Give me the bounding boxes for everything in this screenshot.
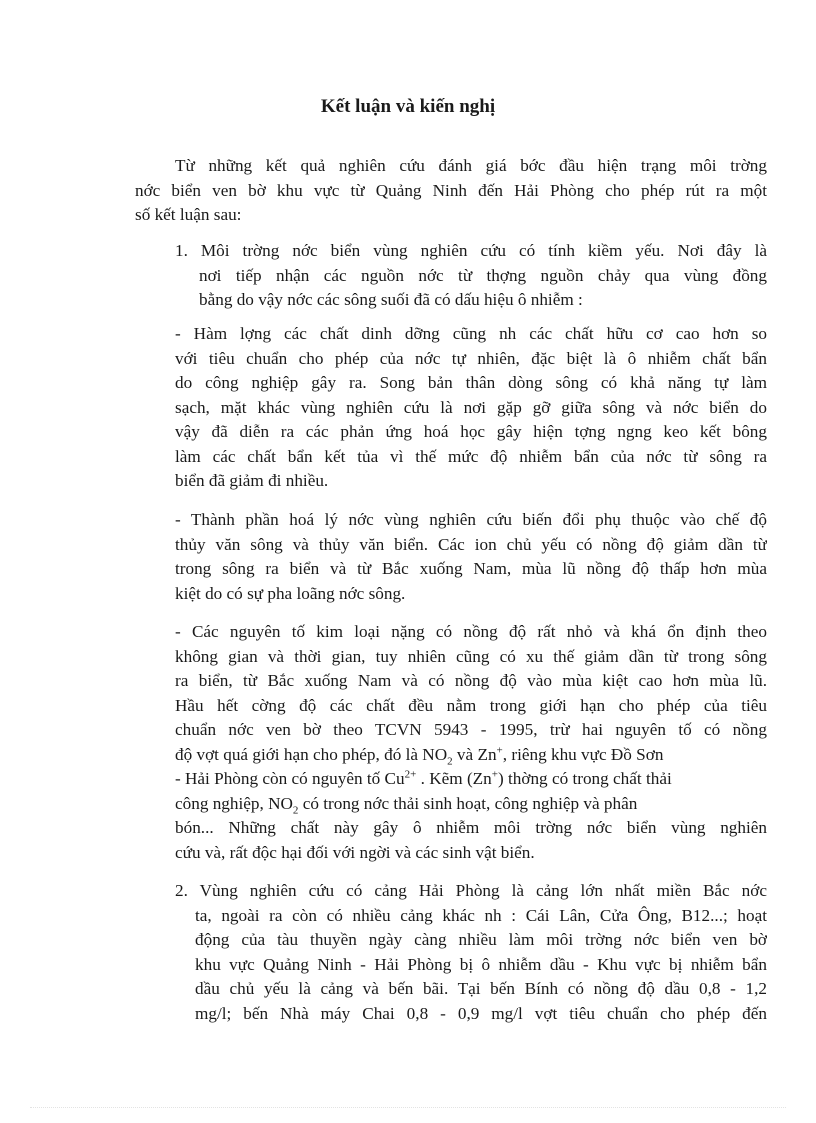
paragraph-line: - Thành phần hoá lý nớc vùng nghiên cứu biến đổi phụ thuộc vào chế độ bbox=[175, 510, 767, 529]
superscript: 2+ bbox=[404, 768, 417, 781]
paragraph-line: với tiêu chuẩn cho phép của nớc tự nhiên, đặc biệt là ô nhiễm chất bẩn bbox=[175, 348, 767, 368]
superscript: + bbox=[491, 768, 498, 781]
item-1-line: bằng do vậy nớc các sông suối đã có dấu hiệu ô nhiễm : bbox=[199, 290, 583, 309]
paragraph-line: kiệt do có sự pha loãng nớc sông. bbox=[175, 583, 406, 603]
item-2-line: mg/l; bến Nhà máy Chai 0,8 - 0,9 mg/l vợt tiêu chuẩn cho phép đến bbox=[195, 1003, 767, 1023]
item-1-line: 1. Môi trờng nớc biển vùng nghiên cứu có tính kiềm yếu. Nơi đây là bbox=[175, 241, 767, 260]
paragraph-line: - Hàm lợng các chất dinh dỡng cũng nh các chất hữu cơ cao hơn so bbox=[175, 324, 767, 343]
item-2-line: động của tàu thuyền ngày càng nhiều làm môi trờng nớc biển ven bờ bbox=[195, 930, 767, 949]
intro-line: Từ những kết quả nghiên cứu đánh giá bớc đầu hiện trạng môi trờng bbox=[175, 156, 767, 175]
paragraph-line: - Các nguyên tố kim loại nặng có nồng độ rất nhỏ và khá ổn định theo bbox=[175, 622, 767, 641]
subscript: 2 bbox=[292, 803, 299, 816]
paragraph-line bbox=[175, 743, 767, 768]
paragraph-physico-chemical bbox=[175, 508, 767, 606]
text-run: - Hải Phòng còn có nguyên tố Cu bbox=[175, 769, 405, 788]
paragraph-line: ra biển, từ Bắc xuống Nam và có nồng độ vào mùa kiệt cao hơn mùa lũ. bbox=[175, 671, 767, 690]
paragraph-line bbox=[175, 767, 767, 792]
item-1 bbox=[175, 239, 767, 313]
paragraph-line: do công nghiệp gây ra. Song bản thân dòng sông có khả năng tự làm bbox=[175, 373, 767, 392]
paragraph-line: làm các chất bẩn kết tủa vì thế mức độ nhiễm bẩn của nớc từ sông ra bbox=[175, 446, 767, 466]
paragraph-line bbox=[175, 792, 767, 817]
item-1-line: nơi tiếp nhận các nguồn nớc từ thợng nguồn chảy qua vùng đồng bbox=[199, 265, 767, 285]
text-run: độ vợt quá giới hạn cho phép, đó là NO bbox=[175, 744, 448, 764]
text-run: ) thờng có trong chất thải bbox=[497, 769, 672, 788]
paragraph-line: Hầu hết cờng độ các chất đều nằm trong giới hạn cho phép của tiêu bbox=[175, 695, 767, 715]
text-run: . Kẽm (Zn bbox=[416, 769, 492, 788]
item-2-line: ta, ngoài ra còn có nhiều cảng khác nh : Cái Lân, Cửa Ông, B12...; hoạt bbox=[195, 905, 767, 925]
item-2-line: dầu chủ yếu là cảng và bến bãi. Tại bến Bính có nồng độ dầu 0,8 - 1,2 bbox=[195, 979, 767, 998]
text-run: có trong nớc thải sinh hoạt, công nghiệp và phân bbox=[298, 793, 638, 813]
superscript: + bbox=[496, 743, 503, 756]
paragraph-nutrients bbox=[175, 322, 767, 494]
paragraph-line: cứu và, rất độc hại đối với ngời và các sinh vật biển. bbox=[175, 842, 535, 862]
page-bottom-divider bbox=[30, 1107, 786, 1108]
paragraph-line: thủy văn sông và thủy văn biển. Các ion chủ yếu có nồng độ giảm dần từ bbox=[175, 534, 767, 554]
paragraph-line: không gian và thời gian, tuy nhiên cũng có xu thế giảm dần từ trong sông bbox=[175, 646, 767, 666]
intro-line: nớc biển ven bờ khu vực từ Quảng Ninh đến Hải Phòng cho phép rút ra một bbox=[135, 180, 767, 200]
intro-paragraph bbox=[135, 154, 767, 228]
item-2 bbox=[175, 879, 767, 1026]
paragraph-line: biển đã giảm đi nhiều. bbox=[175, 471, 329, 490]
item-2-line: khu vực Quảng Ninh - Hải Phòng bị ô nhiễm dầu - Khu vực bị nhiễm bẩn bbox=[195, 954, 767, 974]
intro-line: số kết luận sau: bbox=[135, 205, 242, 224]
paragraph-line: vậy đã diễn ra các phản ứng hoá học gây hiện tợng ngng keo kết bông bbox=[175, 422, 767, 441]
paragraph-line: trong sông ra biển và từ Bắc xuống Nam, mùa lũ nồng độ thấp hơn mùa bbox=[175, 559, 767, 578]
text-run: , riêng khu vực Đồ Sơn bbox=[502, 744, 664, 764]
paragraph-heavy-metals bbox=[175, 620, 767, 865]
paragraph-line: sạch, mặt khác vùng nghiên cứu là nơi gặp gỡ giữa sông và nớc biển do bbox=[175, 397, 767, 417]
text-run: công nghiệp, NO bbox=[175, 793, 293, 813]
item-2-line: 2. Vùng nghiên cứu có cảng Hải Phòng là cảng lớn nhất miền Bắc nớc bbox=[175, 881, 767, 900]
paragraph-line: bón... Những chất này gây ô nhiễm môi trờng nớc biển vùng nghiên bbox=[175, 818, 767, 837]
subscript: 2 bbox=[447, 754, 453, 767]
document-title: Kết luận và kiến nghị bbox=[320, 96, 496, 117]
paragraph-line: chuẩn nớc ven bờ theo TCVN 5943 - 1995, trừ hai nguyên tố có nồng bbox=[175, 720, 767, 739]
text-run: và Zn bbox=[452, 744, 497, 764]
